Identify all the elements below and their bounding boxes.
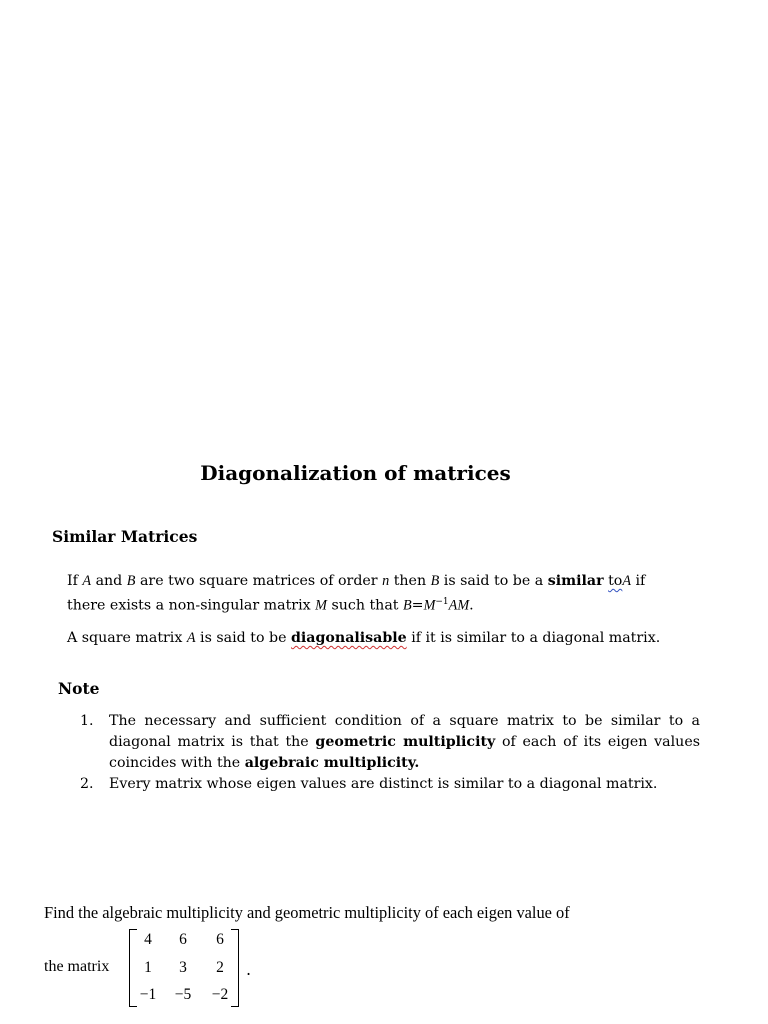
def-to: to <box>608 573 623 589</box>
matrix-label: the matrix <box>44 958 110 975</box>
matrix-cell: 6 <box>216 931 224 948</box>
matrix-cell: 4 <box>144 931 152 948</box>
var-b: B <box>126 573 136 589</box>
definition-line-1 <box>67 571 645 592</box>
diag-mid: is said to be <box>200 630 287 646</box>
eq-am: AM <box>448 597 470 614</box>
eq-m: M <box>423 597 436 614</box>
item-2-text: Every matrix whose eigen values are distinct is similar to a diagonal matrix. <box>109 776 658 792</box>
matrix <box>129 929 239 1007</box>
diagonalisable-definition <box>67 628 660 649</box>
eq-equals: = <box>411 597 424 614</box>
term-similar: similar <box>547 573 604 589</box>
def-such: such that <box>331 597 399 614</box>
section-heading: Similar Matrices <box>52 527 198 546</box>
var-a: A <box>82 573 92 589</box>
page-title: Diagonalization of matrices <box>200 461 511 485</box>
matrix-cell: −2 <box>211 986 229 1003</box>
term-diagonalisable: diagonalisable <box>291 630 407 646</box>
term-algebraic-multiplicity: algebraic multiplicity. <box>244 755 420 771</box>
exercise-text: Find the algebraic multiplicity and geometric multiplicity of each eigen value of <box>44 903 570 922</box>
term-geometric-multiplicity: geometric multiplicity <box>315 734 496 750</box>
list-number: 2. <box>80 776 94 792</box>
var-n: n <box>382 573 390 589</box>
def-and: and <box>95 573 123 589</box>
matrix-cell: −5 <box>174 986 192 1003</box>
diag-pre: A square matrix <box>67 630 183 646</box>
def-mid: are two square matrices of order <box>139 573 378 589</box>
definition-line-2 <box>67 592 474 617</box>
item-1-mid: of each of its eigen values coincides with the <box>109 734 700 771</box>
list-item <box>80 774 700 795</box>
var-a-2: A <box>622 573 631 589</box>
var-m: M <box>315 597 327 614</box>
matrix-cell: 3 <box>179 959 187 976</box>
note-heading: Note <box>58 679 100 698</box>
var-b-2: B <box>430 573 440 589</box>
matrix-cell: 1 <box>144 959 152 976</box>
diag-post: if it is similar to a diagonal matrix. <box>411 630 661 646</box>
eq-superscript: −1 <box>435 597 449 607</box>
def-line2-text: there exists a non-singular matrix <box>67 597 311 614</box>
matrix-period: . <box>246 960 252 979</box>
def-if-end: if <box>635 573 646 589</box>
matrix-cell: −1 <box>139 986 157 1003</box>
item-1-pre: The necessary and sufficient condition of a square matrix to be similar to a diagonal matrix is that the <box>109 713 700 750</box>
matrix-cell: 2 <box>216 959 224 976</box>
list-item <box>80 711 700 774</box>
diag-var-a: A <box>186 630 196 646</box>
list-number: 1. <box>80 713 94 729</box>
matrix-cell: 6 <box>179 931 187 948</box>
def-then: then <box>393 573 427 589</box>
eq-period: . <box>469 597 474 614</box>
note-list <box>80 711 700 795</box>
eq-b: B <box>403 597 412 614</box>
def-said: is said to be a <box>443 573 544 589</box>
def-if: If <box>67 573 78 589</box>
